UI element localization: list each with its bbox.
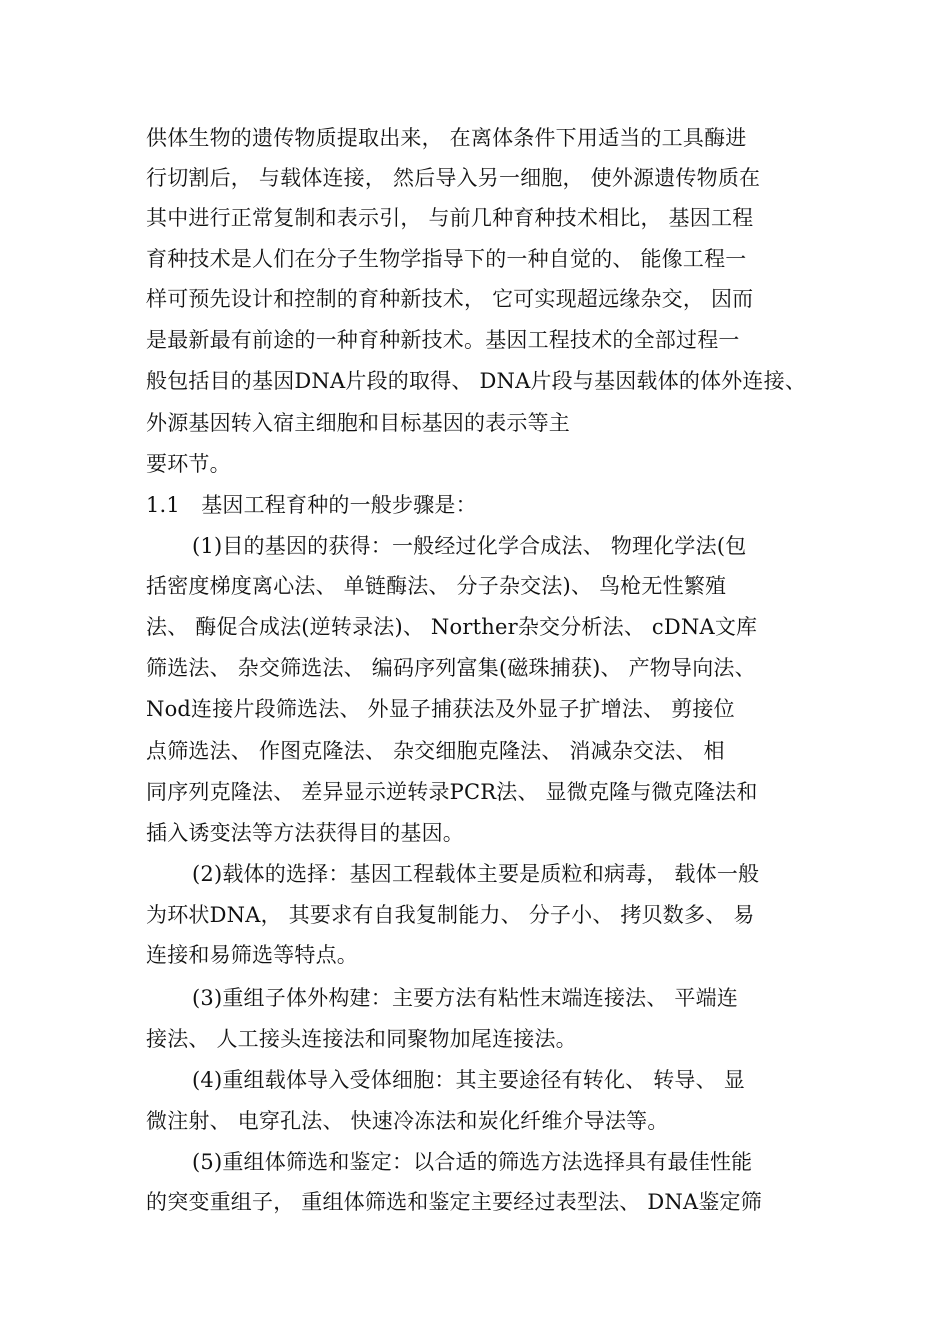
- step-2-line: 连接和易筛选等特点。: [146, 943, 358, 967]
- step-2-line: (2)载体的选择：基因工程载体主要是质粒和病毒， 载体一般: [192, 862, 760, 886]
- step-3-line: 接法、 人工接头连接法和同聚物加尾连接法。: [146, 1027, 577, 1051]
- step-1-line: 同序列克隆法、 差异显示逆转录PCR法、 显微克隆与微克隆法和: [146, 780, 758, 804]
- step-1-line: 插入诱变法等方法获得目的基因。: [146, 821, 464, 845]
- section-heading: 1.1 基因工程育种的一般步骤是：: [146, 493, 477, 517]
- step-4-line: 微注射、 电穿孔法、 快速冷冻法和炭化纤维介导法等。: [146, 1109, 669, 1133]
- step-1-line: 括密度梯度离心法、 单链酶法、 分子杂交法)、 鸟枪无性繁殖: [146, 574, 727, 598]
- step-1-line: 点筛选法、 作图克隆法、 杂交细胞克隆法、 消减杂交法、 相: [146, 739, 725, 763]
- step-1-line: (1)目的基因的获得：一般经过化学合成法、 物理化学法(包: [192, 534, 747, 558]
- step-1-line: 法、 酶促合成法(逆转录法)、 Norther杂交分析法、 cDNA文库: [146, 615, 758, 639]
- intro-line: 其中进行正常复制和表示引， 与前几种育种技术相比， 基因工程: [146, 206, 754, 230]
- intro-line: 是最新最有前途的一种育种新技术。基因工程技术的全部过程一: [146, 328, 740, 352]
- intro-line: 育种技术是人们在分子生物学指导下的一种自觉的、 能像工程一: [146, 247, 747, 271]
- step-4-line: (4)重组载体导入受体细胞：其主要途径有转化、 转导、 显: [192, 1068, 745, 1092]
- intro-line: 样可预先设计和控制的育种新技术， 它可实现超远缘杂交， 因而: [146, 287, 754, 311]
- step-1-line: 筛选法、 杂交筛选法、 编码序列富集(磁珠捕获)、 产物导向法、: [146, 656, 756, 680]
- step-5-line: 的突变重组子， 重组体筛选和鉴定主要经过表型法、 DNA鉴定筛: [146, 1190, 762, 1214]
- intro-line: 要环节。: [146, 452, 231, 476]
- intro-line: 供体生物的遗传物质提取出来， 在离体条件下用适当的工具酶进: [146, 126, 747, 150]
- step-1-line: Nod连接片段筛选法、 外显子捕获法及外显子扩增法、 剪接位: [146, 697, 735, 721]
- step-2-line: 为环状DNA， 其要求有自我复制能力、 分子小、 拷贝数多、 易: [146, 903, 755, 927]
- step-3-line: (3)重组子体外构建：主要方法有粘性末端连接法、 平端连: [192, 986, 739, 1010]
- intro-line: 外源基因转入宿主细胞和目标基因的表示等主: [146, 411, 570, 435]
- intro-line: 般包括目的基因DNA片段的取得、 DNA片段与基因载体的体外连接、: [146, 369, 807, 393]
- intro-line: 行切割后， 与载体连接， 然后导入另一细胞， 使外源遗传物质在: [146, 166, 761, 190]
- step-5-line: (5)重组体筛选和鉴定：以合适的筛选方法选择具有最佳性能: [192, 1150, 753, 1174]
